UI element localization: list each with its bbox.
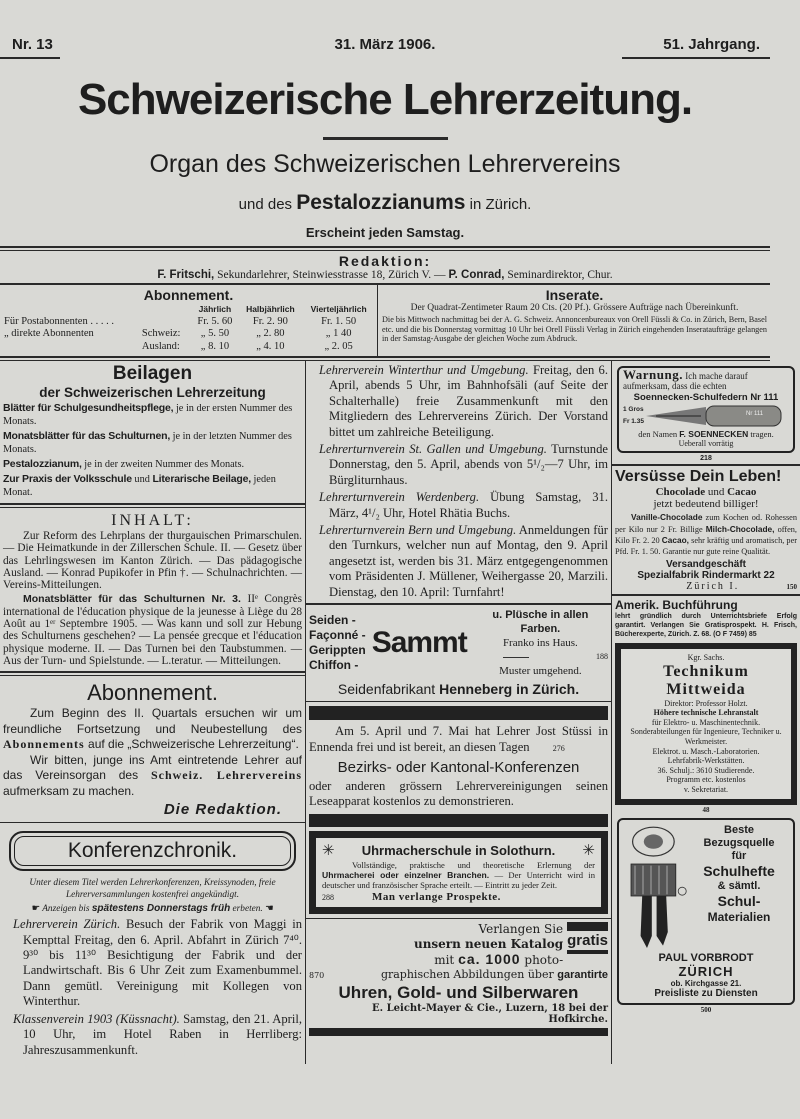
subscription-table	[2, 303, 375, 353]
redaktion-heading: Redaktion:	[338, 253, 432, 269]
text: Muster umgehend.	[499, 665, 582, 678]
fabric: Chiffon	[309, 658, 351, 673]
inhalt-paragraph	[3, 593, 302, 667]
firm-name: Henneberg in Zürich.	[439, 681, 580, 698]
ad-number: 48	[702, 805, 710, 814]
chocolade-line2: jetzt bedeutend billiger!	[653, 498, 759, 510]
star-icon: ✳	[322, 842, 335, 859]
abonnement-paragraph	[3, 753, 302, 800]
signature: Die Redaktion.	[163, 801, 282, 819]
emphasis: Abonnements	[3, 737, 85, 752]
fabric: Seiden	[309, 613, 349, 628]
product: Cacao	[727, 486, 757, 498]
text: Elektrot. u. Masch.-Laboratorien.	[652, 746, 760, 756]
text: sehr kräftig und aromatisch, per Pfd. Fr. 1. 50. Garantie nur gute reine Qualität.	[615, 536, 798, 556]
text: Beste	[724, 823, 754, 836]
text: Wir bitten, junge ins Amt eintretende Lehrer auf das Vereinsorgan des	[3, 752, 302, 783]
product: Vanille-Chocolade	[631, 512, 703, 522]
text: tragen.	[750, 429, 774, 439]
list-item	[3, 402, 302, 428]
table-row	[2, 341, 375, 354]
fabric: Façonné	[309, 628, 359, 643]
divider	[0, 671, 305, 676]
text: für	[731, 849, 747, 862]
text: Schul-	[717, 892, 761, 909]
soennecken-ad-frame	[617, 366, 795, 453]
text: Bezugsquelle	[703, 836, 775, 849]
price: „ 2. 80	[256, 328, 285, 339]
left-column	[0, 361, 306, 1064]
supplement-title: Monatsblätter für das Schulturnen Nr. 3.	[23, 593, 241, 606]
text: aufmerksam zu machen.	[3, 783, 135, 798]
availability: Ueberall vorrätig	[678, 439, 734, 448]
right-column	[612, 361, 800, 1064]
uhrmacher-ad-frame	[309, 831, 608, 914]
text: unsern neuen Katalog	[413, 936, 564, 951]
uhrmacher-ad-head	[322, 841, 595, 860]
pointing-hand-icon: ☛	[31, 904, 40, 915]
text: Materialien	[707, 909, 771, 924]
masthead	[0, 0, 770, 361]
text: offen, Kilo Fr. 2. 20	[615, 524, 797, 545]
text: u. Plüsche in allen Farben.	[492, 609, 589, 636]
vorbrodt-city: ZÜRICH	[678, 963, 734, 979]
list-item	[3, 430, 302, 456]
row-sub	[140, 316, 191, 329]
divider	[0, 503, 305, 508]
middle-column	[306, 361, 612, 1064]
price: Fr 1.35	[623, 418, 644, 425]
uhrmacher-ad-footer: Man verlange Prospekte.	[372, 890, 501, 903]
text: Anzeigen bis	[42, 904, 90, 915]
supplement-name: Monatsblätter für das Schulturnen,	[3, 430, 171, 442]
fabric: Gerippten	[309, 643, 366, 658]
divider	[306, 603, 611, 605]
association-name: Klassenverein 1903 (Küssnacht).	[13, 1011, 180, 1026]
city-row	[615, 581, 797, 592]
konferenzchronik-intro: Unter diesem Titel werden Lehrerkonferenzen, Kreissynoden, freie Lehrerversammlungen kostenfrei angekündigt.	[29, 878, 276, 901]
masthead-top-row	[0, 0, 770, 53]
sammt-ad-title: Sammt	[371, 626, 467, 660]
ad-number: 150	[786, 583, 797, 591]
column-header: Jährlich	[198, 304, 232, 314]
editor-info: Seminardirektor, Chur.	[507, 269, 613, 281]
brand: F. SOENNECKEN	[679, 429, 749, 439]
vorbrodt-ad-top	[623, 824, 789, 952]
divider	[0, 57, 60, 59]
konferenzchronik-heading: Konferenzchronik.	[14, 836, 291, 866]
list-item	[319, 363, 608, 440]
list-item	[319, 442, 608, 488]
chocolade-line1	[615, 486, 797, 498]
catalog-text	[309, 922, 563, 968]
divider	[0, 822, 305, 823]
product: Chocolade	[655, 486, 706, 498]
inserate	[378, 285, 770, 356]
middle-entries	[309, 363, 608, 600]
warning-heading: Warnung.	[623, 367, 683, 382]
association-name: Lehrerverein Winterthur und Umgebung.	[319, 363, 529, 377]
row-sub: Ausland:	[141, 340, 180, 352]
sammt-ad-fabrics	[309, 613, 366, 673]
price: „ 1 40	[325, 328, 352, 339]
price: Fr. 2. 90	[252, 315, 288, 327]
text: Ich mache darauf aufmerksam, dass die echten	[623, 371, 748, 391]
firm: Versandgeschäft	[665, 559, 747, 570]
heading-text: Mittweida	[666, 680, 746, 698]
row-label	[2, 341, 140, 354]
text: auf die „Schweizerische Lehrerzeitung“.	[88, 737, 299, 752]
code: (O F 7459)	[713, 631, 747, 638]
chocolade-heading: Versüsse Dein Leben!	[615, 468, 782, 485]
uhrmacher-ad-heading: Uhrmacherschule in Solothurn.	[361, 842, 556, 858]
row-sub: Schweiz:	[141, 328, 181, 339]
list-item	[13, 1012, 302, 1058]
deadline-note	[3, 903, 302, 915]
ad-number: 870	[309, 970, 325, 980]
pointing-hand-icon: ☚	[265, 904, 274, 915]
text: Bücherexperte,	[615, 631, 666, 638]
uhrmacher-ad-footer-row	[322, 891, 595, 903]
divider	[306, 918, 611, 919]
redaktion-editors	[0, 269, 770, 281]
fabric-row: Façonné -	[309, 628, 366, 643]
text: Samstag, den 21. April, 10 Uhr, im Hotel Raben in Herrliberg: Jahreszusammenkunft.	[23, 1011, 302, 1057]
price: Fr. 1. 50	[321, 315, 357, 327]
black-bar	[309, 1028, 608, 1036]
soennecken-ad-text	[623, 367, 789, 391]
text: Verlangen Sie	[478, 921, 564, 936]
beilagen-list	[3, 402, 302, 499]
firm-address: Spezialfabrik Rindermarkt 22	[637, 570, 775, 581]
ad-number: 500	[700, 1005, 712, 1014]
text: und	[134, 474, 150, 485]
supplement-name: Literarische Beilage,	[152, 473, 251, 485]
editor-name: F. Fritschi,	[157, 269, 215, 281]
text: Vollständige, praktische und theoretische Erlernung der	[352, 859, 595, 870]
vorbrodt-footer: Preisliste zu Diensten	[654, 987, 758, 999]
product: Cacao,	[661, 535, 689, 545]
black-bar	[309, 706, 608, 720]
supplement-name: Zur Praxis der Volksschule	[3, 473, 132, 485]
issue-number: Nr. 13	[12, 36, 53, 53]
text: graphischen Abbildungen über	[380, 967, 554, 981]
divider	[612, 594, 800, 596]
gratis-label: gratis	[567, 922, 608, 954]
text: Direktor: Professor Holzt.	[664, 698, 748, 708]
row-label: Für Postabonnenten . . . . .	[4, 315, 114, 327]
column-header: Halbjährlich	[246, 304, 295, 314]
text: v. Sekretariat.	[683, 784, 729, 794]
divider	[323, 137, 448, 140]
sammt-ad-details	[473, 608, 608, 678]
volume: 51. Jahrgang.	[663, 36, 760, 53]
star-icon: ✳	[582, 842, 595, 859]
schoolboy-illustration	[623, 824, 687, 952]
divider	[612, 464, 800, 466]
ad-number: 188	[596, 652, 608, 662]
text: Freitag, den 6. April, abends 5 Uhr, im Bahnhofsäli (auf Seite der Schalterhalle) freie Zusammenkunft mit den Mitgliedern des Lehrervereins Zürich. Der Vorstand bittet um zahlreiche Beteiligung.	[329, 363, 609, 439]
pen-nib-icon	[646, 403, 786, 429]
subtitle: Organ des Schweizerischen Lehrervereins	[149, 150, 621, 178]
masthead-title: Schweizerische Lehrerzeitung.	[77, 75, 693, 124]
text: Zum Beginn des II. Quartals ersuchen wir um freundliche Fortsetzung und Neubestellung des	[3, 706, 302, 736]
vorbrodt-address: ob. Kirchgasse 21.	[670, 978, 742, 988]
text: Turnstunde Donnerstag, den 5. April, abends von 5¹/₂—7 Uhr, im Bürgliturnhaus.	[329, 442, 608, 487]
emphasis: spätestens Donnerstags früh	[91, 903, 231, 915]
ad-number: 85	[748, 631, 757, 638]
inserate-terms: Die bis Mittwoch nachmittag bei der A. G. Schweiz. Annoncenbureaux von Orell Füssli & Co. in Zürich, Bern, Basel etc. und die bis Donnerstag vormittag 10 Uhr bei Orell Füssli Verlag in Zürich eingehenden Inserataufträge gelangen in der Samstag-Ausgabe der gleichen Woche zum Abdruck.	[382, 315, 767, 343]
emphasis: ca. 1000	[458, 950, 521, 967]
price: „ 5. 50	[200, 328, 230, 339]
emphasis: Uhrmacherei oder einzelner Branchen.	[322, 870, 490, 881]
list-item	[13, 917, 302, 1009]
pen-prices	[623, 404, 644, 428]
price: Fr. 5. 60	[197, 315, 233, 327]
price: „ 4. 10	[256, 340, 285, 352]
association-name: Lehrerturnverein Bern und Umgebung.	[319, 523, 517, 538]
list-item	[319, 490, 608, 521]
fabric-row: Chiffon -	[309, 658, 359, 673]
firm-address: E. Leicht-Mayer & Cie., Luzern, 18 bei der Hofkirche.	[372, 1002, 608, 1025]
beilagen-subheading: der Schweizerischen Lehrerzeitung	[39, 385, 266, 400]
product-name: Soennecken-Schulfedern Nr 111	[633, 392, 779, 403]
text: — Der Unterricht wird in deutscher und französischer Sprache erteilt. — Eintritt zu jeder Zeit.	[322, 870, 595, 891]
columns	[0, 361, 800, 1064]
supplement-schedule: je in der zweiten Nummer des Monats.	[84, 459, 245, 470]
text: Schulhefte	[703, 862, 775, 879]
editor-name: P. Conrad,	[448, 269, 505, 281]
abonnement-heading: Abonnement.	[87, 680, 218, 706]
list-item	[319, 523, 608, 600]
stuessi-ad-heading: Bezirks- oder Kantonal-Konferenzen	[337, 758, 580, 776]
vorbrodt-name: PAUL VORBRODT	[658, 951, 754, 964]
list-item	[3, 458, 302, 471]
inhalt-paragraph: Zur Reform des Lehrplans der thurgauischen Primarschulen. — Die Heimatkunde in der Zillerschen Schule. II. — Gesetz über das Lehrlingswesen im Kanton Zürich. — Das pädagogische Ausland. — Konrad Pupikofer in Pfin †. — Schulnachrichten. — Vereins-Mitteilungen.	[3, 530, 302, 592]
subtitle-2	[0, 191, 770, 215]
leicht-mayer-ad	[309, 922, 608, 968]
heading-text: Technikum	[663, 662, 749, 680]
nib-label: Nr 111	[745, 411, 764, 417]
text: photo-	[524, 952, 564, 967]
text: in Zürich.	[469, 196, 532, 213]
price: „ 8. 10	[200, 340, 230, 352]
city: Zürich. Z. 68.	[667, 631, 712, 638]
text: lehrt gründlich durch Unterrichtsbriefe Erfolg garantirt. Verlangen Sie Gratisprospekt.	[615, 613, 797, 629]
stuessi-ad-text2: oder anderen grössern Lehrervereinigungen seinen Leseapparat kostenlos zu demonstrieren.	[309, 778, 608, 809]
price: „ 2. 05	[324, 340, 353, 352]
divider	[622, 57, 770, 59]
vorbrodt-ad-frame	[617, 818, 795, 1005]
chocolade-body	[615, 512, 797, 557]
editor-info: Sekundarlehrer, Steinwiesstrasse 18, Zürich V. —	[217, 269, 446, 281]
column-header: Vierteljährlich	[310, 304, 367, 314]
text: Besuch der Fabrik von Maggi in Kempttal Freitag, den 6. April. Abfahrt in Zürich 7⁴⁰. 9³⁰ bis 11³⁰ Besichtigung der Fabrik und der Landwirtschaft. Bis 6 Uhr Zeit zum Examenbummel. Dann gemütl. Vereinigung mit Kollegen von Winterthur.	[23, 917, 303, 1009]
inserate-heading: Inserate.	[545, 287, 604, 303]
abonnement-paragraph	[3, 706, 302, 753]
inhalt-heading: INHALT:	[111, 512, 194, 529]
row-label: „ direkte Abonnenten	[4, 328, 94, 339]
text: Höhere technische Lehranstalt	[653, 708, 759, 718]
soennecken-name-line	[623, 429, 789, 439]
technikum-ad-frame	[615, 643, 797, 805]
supplement-name: Blätter für Schulgesundheitspflege,	[3, 402, 174, 414]
text: und	[707, 486, 725, 498]
konferenz-entries	[3, 917, 302, 1058]
text: Sonderabteilungen für Ingenieure, Techniker u. Werkmeister.	[630, 727, 782, 746]
uhrmacher-ad-text	[322, 860, 595, 891]
supplement-schedule: jeden Monat.	[3, 474, 276, 498]
text: Am 5. April und 7. Mai hat Lehrer Jost Stüssi in Ennenda frei und ist bereit, an diesen Tagen	[309, 724, 608, 754]
association-name: Lehrerturnverein Werdenberg.	[319, 490, 480, 505]
emphasis: Schweiz. Lehrervereins	[150, 768, 302, 783]
sammt-ad-footer	[309, 681, 608, 697]
catalog-text-row	[309, 968, 608, 981]
text: Kgr. Sachs.	[687, 653, 725, 662]
text: zum Kochen od. Rohessen per Kilo nur 2 Fr. Billige	[615, 513, 798, 534]
pestalozzianum: Pestalozzianums	[296, 191, 466, 214]
issue-date: 31. März 1906.	[334, 36, 436, 53]
product: Milch-Chocolade,	[705, 523, 775, 534]
divider	[306, 701, 611, 702]
text: für Elektro- u. Maschinentechnik.	[651, 717, 761, 727]
leicht-mayer-heading: Uhren, Gold- und Silberwaren	[338, 982, 579, 1002]
name: H. Frisch,	[761, 622, 797, 629]
association-name: Lehrerverein Zürich.	[13, 917, 121, 932]
text: mit	[434, 952, 455, 967]
association-name: Lehrerturnverein St. Gallen und Umgebung.	[319, 442, 547, 457]
inserate-price: Der Quadrat-Zentimeter Raum 20 Cts. (20 Pf.). Grössere Aufträge nach Übereinkunft.	[410, 303, 739, 313]
text: und des	[238, 196, 293, 213]
table-row	[2, 316, 375, 329]
subscription	[0, 285, 378, 356]
divider	[503, 657, 529, 658]
frequency: Erscheint jeden Samstag.	[305, 225, 465, 240]
supplement-name: Pestalozzianum,	[3, 458, 82, 470]
ad-number: 276	[552, 743, 565, 753]
city: Zürich I.	[686, 581, 740, 592]
supplement-schedule: je in der ersten Nummer des Monats.	[3, 403, 293, 427]
subscription-and-ads-terms	[0, 285, 770, 356]
sammt-ad	[309, 608, 608, 678]
emphasis: garantirte	[557, 968, 608, 981]
text: den Namen	[638, 429, 678, 439]
text: Seidenfabrikant	[337, 681, 436, 698]
beilagen-heading: Beilagen	[112, 363, 193, 384]
buchfuehrung-text	[615, 612, 797, 639]
text: Anmeldungen für den Turnkurs, welcher nun auf Montag, den 9. April angesetzt ist, werden bis 31. März entgegengenommen vom Präsidenten J. Müllener, Weihergasse 20, Marzili. Dienstag, den 10. April: Turnfahrt!	[329, 523, 608, 599]
ad-number: 218	[700, 455, 712, 462]
subscription-heading: Abonnement.	[143, 287, 234, 303]
uhrmacher-ad	[316, 838, 601, 907]
quantity: 1 Gros	[623, 406, 644, 413]
ad-number: 288	[322, 892, 334, 902]
vorbrodt-ad-text	[689, 824, 789, 952]
list-item	[3, 473, 302, 499]
fabric-row: Seiden -	[309, 613, 356, 628]
pen-row	[623, 403, 789, 429]
table-row	[2, 328, 375, 341]
text: Franko ins Haus.	[502, 637, 578, 650]
technikum-ad-text	[621, 649, 791, 799]
buchfuehrung-heading: Amerik. Buchführung	[615, 598, 738, 612]
text: 36. Schulj.: 3610 Studierende.	[657, 765, 755, 775]
konferenzchronik-frame	[9, 831, 296, 871]
black-bar	[309, 814, 608, 827]
text: IIᵉ Congrès international de l'éducation physique de la jeunesse à Liège du 28 Août au 1ᵉʳ Septembre 1905. — Was kann und soll zur Hebung des Schulturnens geschehen? — La pensée grecque et l'éducation physique moderne. II. — Das Turnen bei den Taubstummen. — Aus der Turn- und Spielstunde. — L.teratur. — Mitteilungen.	[3, 593, 303, 667]
text: Lehrfabrik-Werkstätten.	[667, 756, 745, 766]
catalog-text	[381, 968, 608, 981]
text: erbeten.	[232, 904, 263, 915]
divider	[0, 246, 770, 251]
text: & sämtl.	[717, 879, 761, 892]
text: Übung Samstag, 31. März, 4¹/₂ Uhr, Hotel Rhätia Buchs.	[329, 490, 608, 520]
text: Programm etc. kostenlos	[666, 775, 746, 785]
supplement-schedule: je in der letzten Nummer des Monats.	[3, 431, 292, 455]
fabric-row	[309, 643, 366, 658]
stuessi-ad-text	[309, 724, 608, 756]
